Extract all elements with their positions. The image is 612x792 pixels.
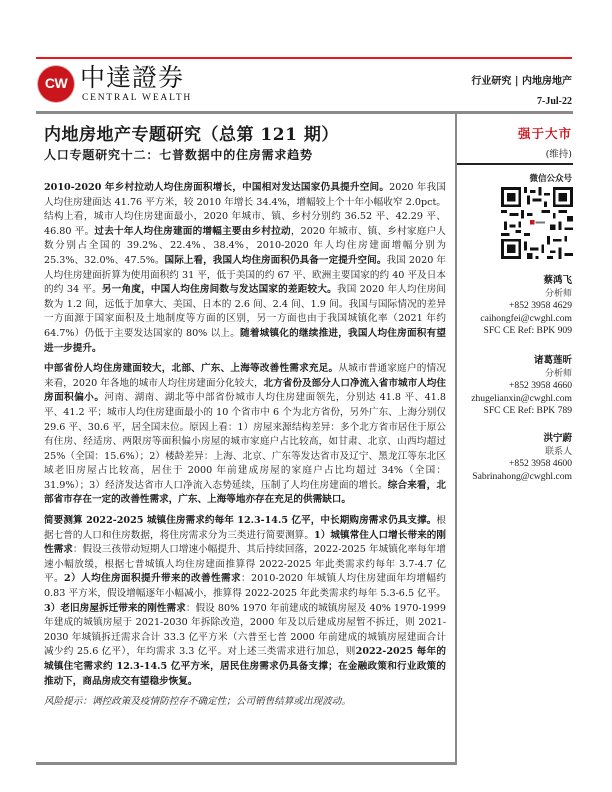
report-body xyxy=(44,181,446,716)
paragraph-regional xyxy=(44,362,446,508)
text: 我国 2020 年人均住房建面折算为使用面积约 31 平，低于美国的约 67 平、欧洲主要国家的约 40 平及日本的约 34 平。 xyxy=(44,254,447,296)
analyst-card xyxy=(471,355,572,418)
paragraph-lead: 中部省份人均住房建面较大，北部、广东、上海等改善性需求充足。 xyxy=(44,363,339,375)
risk-warning: 风险提示：调控政策及疫情防控存不确定性；公司销售结算或出现波动。 xyxy=(44,696,351,708)
contact-card xyxy=(472,433,572,483)
emphasis: 北方省份及部分人口净流入省市城市人均住房面积偏小。 xyxy=(44,377,447,404)
emphasis: 过去十年人均住房建面的增幅主要由乡村拉动 xyxy=(94,225,291,237)
report-category: 行业研究 | 内地房地产 xyxy=(471,76,572,87)
brand-name-en: CENTRAL WEALTH xyxy=(82,93,193,103)
text: 我国 2020 年人均住房间数为 1.2 间，远低于加拿大、美国、日本的 2.6 间、2.4 间、1.9 间。我国与国际情况的差异一方面源于国家面积及土地制度等方面的区别，另一方面也由于我国城镇化率（2021 年约 64.7%）仍低于主要发达国家的 80% 以上。 xyxy=(44,284,447,339)
analyst-role: 分析师 xyxy=(544,288,572,299)
paragraph-demand-estimate xyxy=(44,514,446,689)
emphasis: 2）人均住房面积提升带来的改善性需求 xyxy=(64,573,241,585)
analyst-email[interactable]: zhugelianxin@cwghl.com xyxy=(471,392,572,404)
text: ：假设三孩带动短期人口增速小幅提升、其后持续回落，2022-2025 年城镇化率每年增速小幅放缓，根据七普城镇人均住房建面推算得 2022-2025 年此类需求约每年 3.7-4.7 亿平。 xyxy=(44,544,446,585)
analyst-name: 蔡鸿飞 xyxy=(543,275,572,286)
paragraph-lead: 简要测算 2022-2025 城镇住房需求约每年 12.3-14.5 亿平，中长期购房需求仍具支撑。 xyxy=(44,515,437,527)
emphasis: 国际上看，我国人均住房面积仍具备一定提升空间。 xyxy=(164,254,387,266)
emphasis: 另一角度，中国人均住房间数与发达国家的差距较大。 xyxy=(101,284,337,296)
logo-mark-text: CW xyxy=(44,75,68,91)
analyst-name: 诸葛莲昕 xyxy=(533,355,572,366)
analyst-sfc-ref: SFC CE Ref: BPK 789 xyxy=(483,405,572,416)
rating-note: (维持) xyxy=(545,149,572,160)
analyst-sfc-ref: SFC CE Ref: BPK 909 xyxy=(483,325,572,336)
footer-grey-rule xyxy=(36,762,457,765)
contact-name: 洪宁蔚 xyxy=(543,433,572,444)
emphasis: 随着城镇化的继续推进，我国人均住房面积有望进一步提升。 xyxy=(44,327,446,354)
contact-email[interactable]: Sabrinahong@cwghl.com xyxy=(472,470,572,482)
text: ：2010-2020 年城镇人均住房建面年均增幅约 0.83 平方米，假设增幅逐年小幅减小，推算得 2022-2025 年此类需求约每年 5.3-6.5 亿平。 xyxy=(44,573,446,600)
report-title: 内地房地产专题研究（总第 121 期） xyxy=(44,125,339,145)
text: ：假设 80% 1970 年前建成的城镇房屋及 40% 1970-1999 年建成的城镇房屋于 2021-2030 年拆除改造，2000 年及以后建成房屋暂不拆迁，则 2021-2030 年城镇拆迁需求合计 33.3 亿平方米（六普至七普 2000 年前建成的城镇房屋建面合计减少约 25.6 亿平），年均需求 3.3 亿平。对上述三类需求进行加总，则 xyxy=(44,602,446,658)
report-subtitle: 人口专题研究十二：七普数据中的住房需求趋势 xyxy=(44,148,313,162)
header-grey-rule xyxy=(36,111,573,114)
analyst-card xyxy=(480,275,572,338)
column-divider xyxy=(455,114,457,764)
emphasis: 综合来看，北部省市存在一定的改善性需求，广东、上海等地亦存在充足的供需缺口。 xyxy=(44,479,447,506)
text: 2020 年我国人均住房建面达 41.76 平方米，较 2010 年增长 34.4%，增幅较上个十年小幅收窄 2.0pct。结构上看，城市人均住房建面最小，2020 年城市、镇、乡村分别约 36.52 平、42.29 平、46.80 平。 xyxy=(44,182,446,237)
emphasis: 2022-2025 每年的城镇住宅需求约 12.3-14.5 亿平方米，居民住房需求仍具备支撑；在金融政策和行业政策的推动下，商品房成交有望稳步恢复。 xyxy=(44,646,446,687)
emphasis: 1）城镇常住人口增长带来的刚性需求 xyxy=(44,529,446,556)
analyst-email[interactable]: caihongfei@cwghl.com xyxy=(480,312,572,324)
wechat-qr-code-icon[interactable] xyxy=(501,187,573,259)
report-date: 7-Jul-22 xyxy=(537,96,572,107)
brand-logo xyxy=(38,64,218,106)
wechat-label: 微信公众号 xyxy=(529,174,572,184)
emphasis: 3）老旧房屋拆迁带来的刚性需求 xyxy=(44,602,186,614)
header-red-rule xyxy=(36,57,572,59)
brand-name-cn: 中達證券 xyxy=(80,63,185,92)
text: 根据七普的人口和住房数据，将住房需求分为三类进行简要测算。 xyxy=(44,515,446,541)
cw-logo-icon xyxy=(38,66,74,102)
sidebar-rule xyxy=(457,163,573,165)
paragraph-housing-area xyxy=(44,181,446,356)
contact-role: 联系人 xyxy=(544,446,572,457)
paragraph-lead: 2010-2020 年乡村拉动人均住房面积增长，中国相对发达国家仍具提升空间。 xyxy=(44,182,390,193)
analyst-role: 分析师 xyxy=(544,368,572,379)
text: ，2020 年城市、镇、乡村家庭户人数分别占全国的 39.2%、22.4%、38.4%，2010-2020 年人均住房建面增幅分别为 25.3%、32.0%、47.5%。 xyxy=(44,225,447,266)
text: 河南、湖南、湖北等中部省份城市人均住房建面领先，分别达 41.8 平、41.8 平、41.2 平；城市人均住房建面最小的 10 个省市中 6 个为北方省份，另外广东、上海分别仅 29.6 平、30.6 平，居全国末位。原因上看：1）房屋来源结构差异：多个北方省市居住于原公有住房、经适房、两限房等面积偏小房屋的城市家庭户占比较高，如甘肃、北京、山西均超过 25%（全国：15.6%）；2）楼龄差异：上海、北京、广东等发达省市及辽宁、黑龙江等东北区域老旧房屋占比较高，居住于 2000 年前建成房屋的家庭户占比均超过 34%（全国：31.9%）；3）经济发达省市人口净流入态势延续，压制了人均住房建面的增长。 xyxy=(44,392,447,491)
contact-phone: +852 3958 4600 xyxy=(509,458,572,469)
analyst-phone: +852 3958 4629 xyxy=(509,300,572,311)
rating-label: 强于大市 xyxy=(517,126,572,141)
text: 从城市普通家庭户的情况来看，2020 年各地的城市人均住房建面分化较大， xyxy=(44,363,447,389)
analyst-phone: +852 3958 4660 xyxy=(509,380,572,391)
